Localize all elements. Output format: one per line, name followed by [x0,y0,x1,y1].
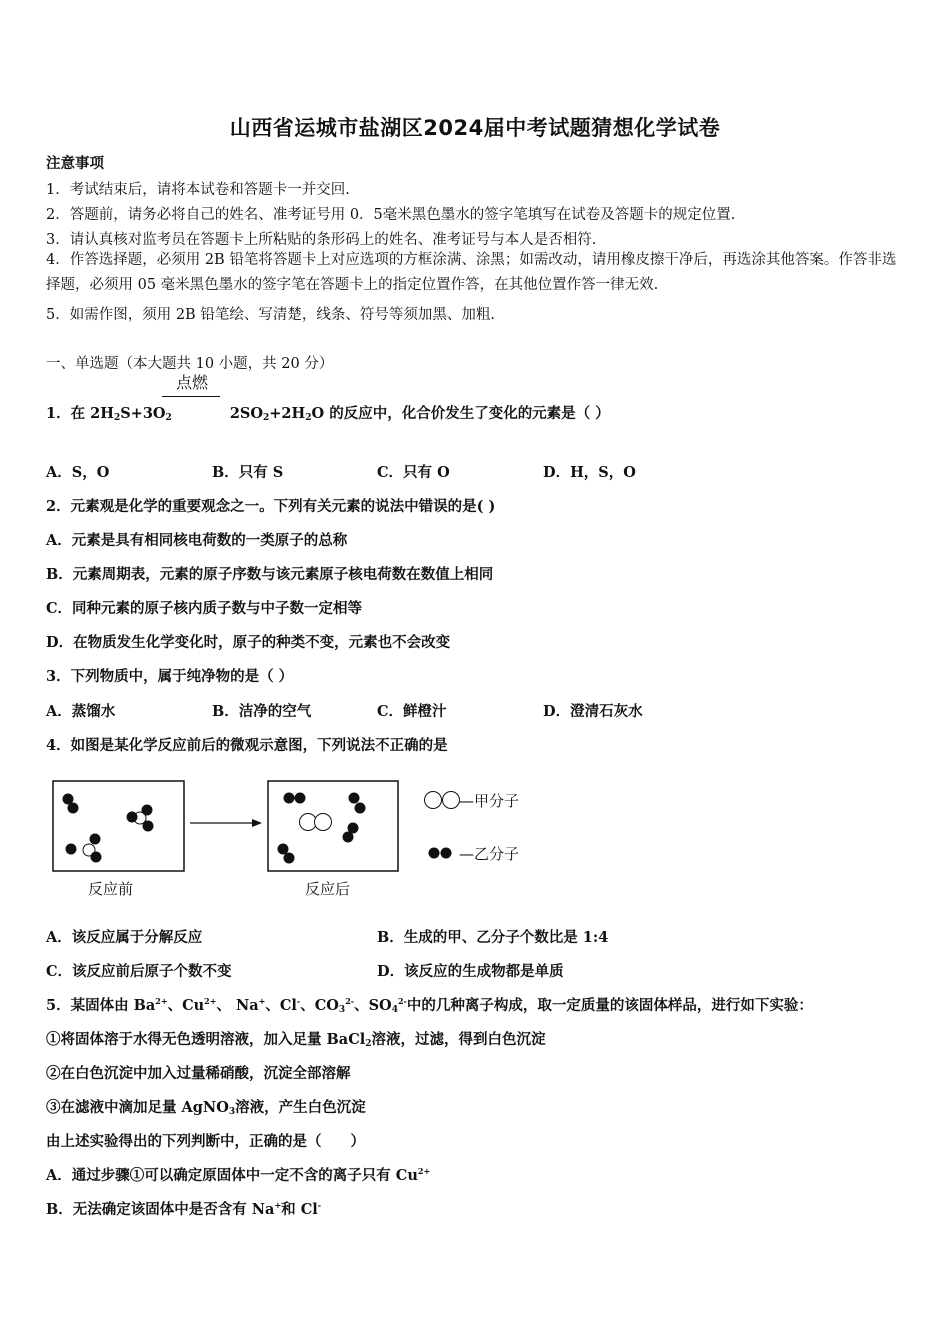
q5-step-3: ③在滤液中滴加足量 AgNO$_3$溶液，产生白色沉淀 [46,1099,366,1117]
notice-item-4: 4．作答选择题，必须用 2B 铅笔将答题卡上对应选项的方框涂满、涂黑；如需改动，请用橡皮擦干净后，再选涂其他答案。作答非选择题，必须用 05 毫米黑色墨水的签字笔在答题卡上的指定位置作答，在其他位置作答一律无效. [46,252,897,293]
q4-option-b: B．生成的甲、乙分子个数比是 1:4 [377,929,609,946]
q3-option-d: D．澄清石灰水 [543,703,643,720]
legend-b-symbol [429,848,452,859]
page-title: 山西省运城市盐湖区2024届中考试题猜想化学试卷 [229,116,721,140]
q4-option-c: C．该反应前后原子个数不变 [46,963,232,980]
before-molecule-a-b-1 [127,805,154,832]
q5-step-1-start: ①将固体溶于水得无色透明溶液，加入足量 BaCl [46,1031,366,1048]
q1-option-b: B．只有 S [212,464,284,481]
before-molecule-a-b-2 [66,834,102,863]
reaction-condition-bar [162,396,220,397]
q3-option-c: C．鲜橙汁 [377,703,447,720]
q3-option-b: B．洁净的空气 [212,703,312,720]
q4-option-d: D．该反应的生成物都是单质 [377,963,564,980]
q5-option-b: B．无法确定该固体中是否含有 Na+和 Cl- [46,1200,322,1218]
reaction-condition: 点燃 [175,373,208,392]
q1-option-c: C．只有 O [377,464,450,481]
q2-option-c: C．同种元素的原子核内质子数与中子数一定相等 [46,600,363,617]
q1-suffix: 的反应中，化合价发生了变化的元素是（ ） [324,405,610,422]
q3-stem: 3．下列物质中，属于纯净物的是（ ） [46,668,294,685]
q5-option-a-text: A．通过步骤①可以确定原固体中一定不含的离子只有 Cu [46,1167,418,1184]
q2-option-b: B．元素周期表，元素的原子序数与该元素原子核电荷数在数值上相同 [46,566,494,583]
q5-option-b-and: 和 Cl [281,1201,318,1218]
q2-option-a: A．元素是具有相同核电荷数的一类原子的总称 [46,532,348,549]
after-molecule-b-3 [343,823,359,843]
q5-step-3-start: ③在滤液中滴加足量 AgNO [46,1099,229,1116]
q5-option-a: A．通过步骤①可以确定原固体中一定不含的离子只有 $Cu^{2+}$ [46,1166,431,1184]
q1-stem [46,402,610,423]
legend-a-label: —甲分子 [459,792,520,810]
q5-stem-start: 5．某固体由 Ba [46,997,156,1014]
q2-option-d: D．在物质发生化学变化时，原子的种类不变，元素也不会改变 [46,634,451,651]
after-molecule-b-4 [278,844,295,864]
q5-option-b-text: B．无法确定该固体中是否含有 Na [46,1201,275,1218]
notice-item-1: 1．考试结束后，请将本试卷和答题卡一并交回. [46,182,350,198]
reaction-diagram [40,770,560,905]
q5-step-3-end: 溶液，产生白色沉淀 [235,1099,366,1116]
q4-option-a: A．该反应属于分解反应 [46,929,203,946]
legend-a-symbol [425,792,460,809]
q4-stem: 4．如图是某化学反应前后的微观示意图，下列说法不正确的是 [46,737,448,754]
before-molecule-b [63,794,79,814]
notice-item-5: 5．如需作图，须用 2B 铅笔绘、写清楚，线条、符号等须加黑、加粗. [46,307,495,323]
legend-b-label: —乙分子 [459,845,520,863]
q3-option-a: A．蒸馏水 [46,703,116,720]
after-molecule-b-1 [284,793,306,804]
q5-stem-end: 中的几种离子构成，取一定质量的该固体样品，进行如下实验： [406,997,813,1014]
section-heading: 一、单选题（本大题共 10 小题，共 20 分） [46,356,334,372]
q5-step-2: ②在白色沉淀中加入过量稀硝酸，沉淀全部溶解 [46,1065,351,1082]
q2-stem: 2．元素观是化学的重要观念之一。下列有关元素的说法中错误的是( ) [46,498,496,515]
q1-option-d: D．H，S，O [543,464,636,481]
after-molecule-a [300,814,332,831]
after-label: 反应后 [305,880,351,898]
q5-step-1: ①将固体溶于水得无色透明溶液，加入足量 BaCl$_2$溶液，过滤，得到白色沉淀 [46,1031,546,1049]
q1-prefix: 1．在 [46,405,91,422]
notice-item-2: 2．答题前，请务必将自己的姓名、准考证号用 0．5毫米黑色墨水的签字笔填写在试卷及答题卡的规定位置. [46,207,736,223]
after-molecule-b-2 [349,793,366,814]
notice-heading: 注意事项 [46,155,104,172]
q1-reactants: $2H_2S+3O_2$ [90,405,172,423]
before-label: 反应前 [88,880,134,898]
notice-item-3: 3．请认真核对监考员在答题卡上所粘贴的条形码上的姓名、准考证号与本人是否相符. [46,232,597,248]
q1-products: $2SO_2+2H_2O$ [229,405,325,423]
q5-ask: 由上述实验得出的下列判断中，正确的是（ ） [46,1133,365,1150]
before-box [53,781,184,871]
q5-step-1-end: 溶液，过滤，得到白色沉淀 [371,1031,546,1048]
q1-option-a: A．S，O [46,464,110,481]
q5-stem: 5．某固体由 $Ba^{2+}$、$Cu^{2+}$、 Na+、Cl-、$CO_3^{2-}$、$SO_4^{2-}$中的几种离子构成，取一定质量的该固体样品，进行如下实验： [46,996,813,1015]
